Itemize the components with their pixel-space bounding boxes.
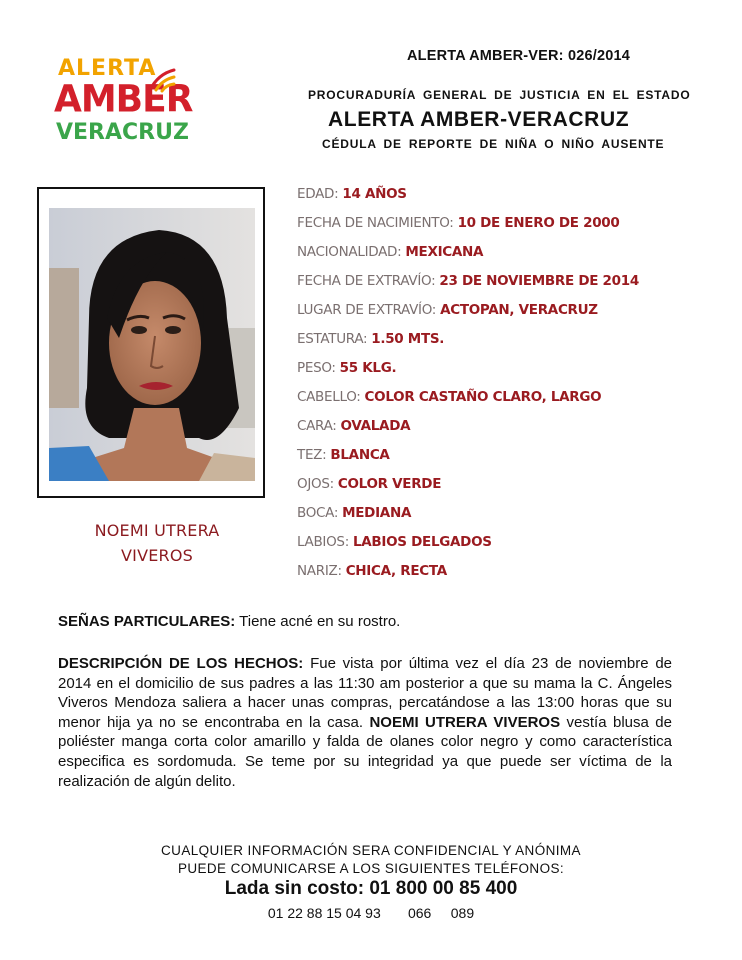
alert-code: ALERTA AMBER-VER: 026/2014 bbox=[407, 48, 631, 64]
logo-line-alerta: ALERTA bbox=[58, 56, 157, 81]
logo-line-amber: AMBER bbox=[54, 77, 193, 121]
distinguishing-marks bbox=[58, 613, 400, 630]
broadcast-waves-icon bbox=[144, 60, 190, 100]
footer-line-2: PUEDE COMUNICARSE A LOS SIGUIENTES TELÉFONOS: bbox=[177, 860, 565, 876]
detail-nationality: NACIONALIDAD: MEXICANA bbox=[297, 244, 484, 260]
facts-text-1: Fue vista por última vez el día 23 de noviembre de 2014 en el domicilio de sus padres a las 11:30 am posterior a que su mama la C. Ángeles Viveros Mendoza saliera a hacer unas compras, percatándose a las 13:00 horas que su menor hija ya no se encontraba en la casa. bbox=[58, 655, 672, 731]
marks-text: Tiene acné en su rostro. bbox=[235, 613, 401, 630]
detail-age: EDAD: 14 AÑOS bbox=[297, 186, 407, 202]
toll-free-hotline: Lada sin costo: 01 800 00 85 400 bbox=[224, 878, 518, 899]
confidentiality-notice bbox=[0, 842, 742, 877]
name-line-2: VIVEROS bbox=[121, 546, 193, 565]
detail-eyes: OJOS: COLOR VERDE bbox=[297, 476, 442, 492]
facts-description bbox=[58, 654, 672, 791]
facts-text-2: vestía blusa de poliéster manga corta color amarillo y falda de olanes color negro y como característica especifica es sordomuda. Se teme por su integridad ya que puede ser víctima de la realización de algún delito. bbox=[58, 713, 672, 790]
detail-lips: LABIOS: LABIOS DELGADOS bbox=[297, 534, 492, 550]
page-subtitle: CÉDULA DE REPORTE DE NIÑA O NIÑO AUSENTE bbox=[322, 137, 665, 151]
physical-details-list bbox=[297, 182, 639, 588]
detail-missing-date: FECHA DE EXTRAVÍO: 23 DE NOVIEMBRE DE 2014 bbox=[297, 273, 639, 289]
detail-birthdate: FECHA DE NACIMIENTO: 10 DE ENERO DE 2000 bbox=[297, 215, 620, 231]
detail-hair: CABELLO: COLOR CASTAÑO CLARO, LARGO bbox=[297, 389, 602, 405]
page-title: ALERTA AMBER-VERACRUZ bbox=[328, 108, 630, 131]
facts-label: DESCRIPCIÓN DE LOS HECHOS: bbox=[58, 655, 304, 672]
agency-name: PROCURADURÍA GENERAL DE JUSTICIA EN EL ESTADO bbox=[308, 88, 691, 102]
name-line-1: NOEMI UTRERA bbox=[94, 521, 220, 540]
detail-face: CARA: OVALADA bbox=[297, 418, 411, 434]
footer-line-1: CUALQUIER INFORMACIÓN SERA CONFIDENCIAL Y ANÓNIMA bbox=[161, 843, 581, 858]
detail-height: ESTATURA: 1.50 MTS. bbox=[297, 331, 445, 347]
detail-weight: PESO: 55 KLG. bbox=[297, 360, 397, 376]
detail-missing-place: LUGAR DE EXTRAVÍO: ACTOPAN, VERACRUZ bbox=[297, 302, 598, 318]
missing-person-photo bbox=[49, 208, 255, 481]
facts-person-name: NOEMI UTRERA VIVEROS bbox=[369, 713, 561, 731]
detail-mouth: BOCA: MEDIANA bbox=[297, 505, 412, 521]
missing-person-name bbox=[37, 518, 277, 568]
alerta-amber-logo bbox=[52, 56, 192, 152]
photo-frame bbox=[37, 187, 265, 498]
marks-label: SEÑAS PARTICULARES: bbox=[58, 613, 236, 630]
phone-numbers: 01 22 88 15 04 93 066 089 bbox=[267, 905, 475, 921]
detail-nose: NARIZ: CHICA, RECTA bbox=[297, 563, 447, 579]
detail-complexion: TEZ: BLANCA bbox=[297, 447, 390, 463]
logo-line-veracruz: VERACRUZ bbox=[56, 120, 189, 145]
